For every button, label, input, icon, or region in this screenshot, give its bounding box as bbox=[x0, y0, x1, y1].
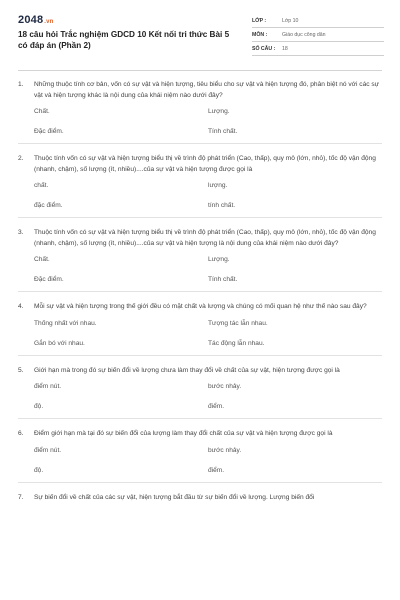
logo-suffix: .vn bbox=[44, 19, 54, 25]
question-text: Sự biến đổi về chất của các sự vật, hiện tượng bắt đầu từ sự biến đổi về lượng. Lượng biến đổi bbox=[34, 493, 315, 501]
question-list bbox=[18, 80, 382, 513]
question-divider bbox=[18, 482, 382, 483]
answer-option[interactable]: Lượng. bbox=[208, 108, 230, 115]
question-divider bbox=[18, 143, 382, 144]
question-number: 1. bbox=[18, 81, 24, 88]
question-stem bbox=[18, 493, 382, 504]
meta-row-count bbox=[252, 42, 384, 56]
question-stem bbox=[18, 154, 382, 175]
answer-options bbox=[34, 107, 382, 137]
question-divider bbox=[18, 418, 382, 419]
answer-option[interactable]: Tượng tác lẫn nhau. bbox=[208, 319, 268, 327]
question-text: Thuộc tính vốn có sự vật và hiện tượng biểu thị về trình độ phát triển (Cao, thấp), quy mô (lớn, nhỏ), tốc độ vận động (nhanh, chậm), số lượng (ít, nhiều)....của sự vật và hiện tượng là nội dung của khái niệm nào dưới đây? bbox=[34, 229, 376, 247]
question-5 bbox=[18, 366, 382, 420]
question-text: Mỗi sự vật và hiện tượng trong thế giới đều có mặt chất và lượng và chúng có mối quan hệ như thế nào sau đây? bbox=[34, 303, 367, 310]
answer-option[interactable]: Lượng. bbox=[208, 256, 230, 263]
meta-value: Giáo dục công dân bbox=[282, 31, 326, 38]
question-number: 6. bbox=[18, 430, 24, 437]
question-2 bbox=[18, 154, 382, 218]
page-header bbox=[0, 0, 400, 68]
answer-option[interactable]: độ. bbox=[34, 466, 44, 474]
question-4 bbox=[18, 302, 382, 356]
question-stem bbox=[18, 429, 382, 440]
question-text: Những thuộc tính cơ bản, vốn có sự vật và hiện tượng, tiêu biểu cho sự vật và hiện tượng đó, phân biệt nó với các sự vật và hiện tượng khác là nội dung của khái niệm nào dưới đây? bbox=[34, 81, 380, 99]
answer-options bbox=[34, 181, 382, 211]
question-stem bbox=[18, 302, 382, 313]
answer-option[interactable]: bước nhảy. bbox=[208, 446, 242, 454]
answer-options bbox=[34, 255, 382, 285]
answer-options bbox=[34, 382, 382, 412]
question-divider bbox=[18, 355, 382, 356]
answer-option[interactable]: điểm. bbox=[208, 403, 225, 410]
question-text: Điểm giới hạn mà tại đó sự biến đổi của lượng làm thay đổi chất của sự vật và hiện tượng được gọi là bbox=[34, 430, 333, 437]
answer-option[interactable]: tính chất. bbox=[208, 202, 236, 209]
answer-option[interactable]: Chất. bbox=[34, 256, 50, 263]
question-stem bbox=[18, 80, 382, 101]
question-number: 2. bbox=[18, 155, 24, 162]
question-text: Thuộc tính vốn có sự vật và hiện tượng biểu thị về trình độ phát triển (Cao, thấp), quy mô (lớn, nhỏ), tốc độ vận động (nhanh, chậm), số lượng (ít, nhiều)....của sự vật và hiện tượng được gọi là bbox=[34, 155, 376, 173]
question-stem bbox=[18, 366, 382, 377]
question-number: 4. bbox=[18, 303, 24, 310]
meta-label: LỚP : bbox=[252, 17, 267, 24]
question-3 bbox=[18, 228, 382, 292]
answer-option[interactable]: Tính chất. bbox=[208, 276, 238, 283]
answer-option[interactable]: Thống nhất với nhau. bbox=[34, 319, 97, 327]
meta-label: SỐ CÂU : bbox=[252, 45, 276, 52]
header-divider bbox=[18, 70, 382, 71]
answer-options bbox=[34, 319, 382, 349]
answer-option[interactable]: bước nhảy. bbox=[208, 383, 242, 390]
question-divider bbox=[18, 217, 382, 218]
page-title: 18 câu hỏi Trắc nghiệm GDCD 10 Kết nối tri thức Bài 5 có đáp án (Phần 2) bbox=[18, 30, 230, 50]
question-text: Giới hạn mà trong đó sự biến đổi về lượng chưa làm thay đổi về chất của sự vật, hiện tượng được gọi là bbox=[34, 366, 340, 374]
answer-option[interactable]: Chất. bbox=[34, 108, 50, 115]
question-7 bbox=[18, 493, 382, 504]
meta-row-subject bbox=[252, 28, 384, 42]
question-divider bbox=[18, 291, 382, 292]
meta-panel bbox=[252, 14, 384, 56]
answer-options bbox=[34, 446, 382, 476]
answer-option[interactable]: điểm nút. bbox=[34, 446, 62, 454]
answer-option[interactable]: Tác động lẫn nhau. bbox=[208, 339, 265, 347]
answer-option[interactable]: điểm. bbox=[208, 466, 225, 474]
answer-option[interactable]: độ. bbox=[34, 403, 44, 410]
answer-option[interactable]: đặc điểm. bbox=[34, 202, 63, 209]
answer-option[interactable]: Gắn bó với nhau. bbox=[34, 339, 85, 347]
answer-option[interactable]: Đặc điểm. bbox=[34, 276, 64, 283]
answer-option[interactable]: Đặc điểm. bbox=[34, 128, 64, 135]
meta-value: Lớp 10 bbox=[282, 17, 299, 24]
meta-row-class bbox=[252, 14, 384, 28]
question-number: 5. bbox=[18, 366, 24, 374]
site-logo[interactable] bbox=[18, 14, 54, 26]
logo-text: 2048 bbox=[18, 14, 44, 26]
question-number: 7. bbox=[18, 493, 24, 501]
answer-option[interactable]: chất. bbox=[34, 182, 49, 189]
meta-value: 18 bbox=[282, 45, 288, 52]
question-number: 3. bbox=[18, 229, 24, 236]
question-6 bbox=[18, 429, 382, 483]
question-1 bbox=[18, 80, 382, 144]
answer-option[interactable]: điểm nút. bbox=[34, 383, 62, 390]
answer-option[interactable]: Tính chất. bbox=[208, 128, 238, 135]
answer-option[interactable]: lượng. bbox=[208, 182, 228, 189]
meta-label: MÔN : bbox=[252, 31, 268, 38]
question-stem bbox=[18, 228, 382, 249]
